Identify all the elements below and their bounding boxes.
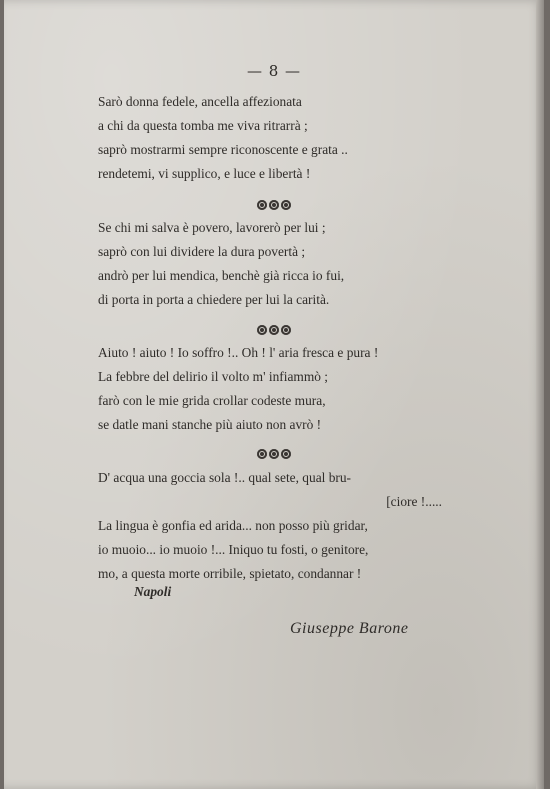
stanza-separator-ornament xyxy=(4,319,544,333)
ornament-dot-icon xyxy=(281,200,291,210)
stanza-2 xyxy=(98,216,448,312)
page-number: — 8 — xyxy=(246,62,302,80)
verse-line: a chi da questa tomba me viva ritrarrà ; xyxy=(98,118,308,133)
ornament-dot-icon xyxy=(269,325,279,335)
ornament-dot-icon xyxy=(257,200,267,210)
stanza-4 xyxy=(98,466,448,586)
ornament-dot-icon xyxy=(281,325,291,335)
ornament-dot-icon xyxy=(281,449,291,459)
verse-line: La febbre del delirio il volto m' infiammò ; xyxy=(98,369,328,384)
verse-line: mo, a questa morte orribile, spietato, condannar ! xyxy=(98,566,362,581)
stanza-1 xyxy=(98,90,448,186)
verse-line: farò con le mie grida crollar codeste mura, xyxy=(98,393,326,408)
ornament-dot-icon xyxy=(269,449,279,459)
page-edge xyxy=(536,0,544,789)
verse-line: Sarò donna fedele, ancella affezionata xyxy=(98,94,302,109)
ornament-dot-icon xyxy=(257,325,267,335)
stanza-separator-ornament xyxy=(4,194,544,208)
verse-line: saprò con lui dividere la dura povertà ; xyxy=(98,244,306,259)
verse-line: Aiuto ! aiuto ! Io soffro !.. Oh ! l' aria fresca e pura ! xyxy=(98,345,379,360)
stanza-3 xyxy=(98,341,448,437)
book-page xyxy=(4,0,544,789)
verse-line: rendetemi, vi supplico, e luce e libertà ! xyxy=(98,166,311,181)
verse-line: andrò per lui mendica, benchè già ricca io fui, xyxy=(98,268,345,283)
author-signature: Giuseppe Barone xyxy=(290,620,409,637)
place-name: Napoli xyxy=(134,584,172,599)
ornament-dot-icon xyxy=(269,200,279,210)
verse-line: saprò mostrarmi sempre riconoscente e grata .. xyxy=(98,142,348,157)
stanza-separator-ornament xyxy=(4,443,544,457)
verse-line: io muoio... io muoio !... Iniquo tu fosti, o genitore, xyxy=(98,542,369,557)
verse-line: La lingua è gonfia ed arida... non posso più gridar, xyxy=(98,518,368,533)
verse-line: se datle mani stanche più aiuto non avrò ! xyxy=(98,417,322,432)
verse-line: D' acqua una goccia sola !.. qual sete, qual bru- xyxy=(98,470,352,485)
verse-line-continuation: [ciore !..... xyxy=(386,494,442,509)
verse-line: di porta in porta a chiedere per lui la carità. xyxy=(98,292,330,307)
verse-line: Se chi mi salva è povero, lavorerò per lui ; xyxy=(98,220,326,235)
ornament-dot-icon xyxy=(257,449,267,459)
